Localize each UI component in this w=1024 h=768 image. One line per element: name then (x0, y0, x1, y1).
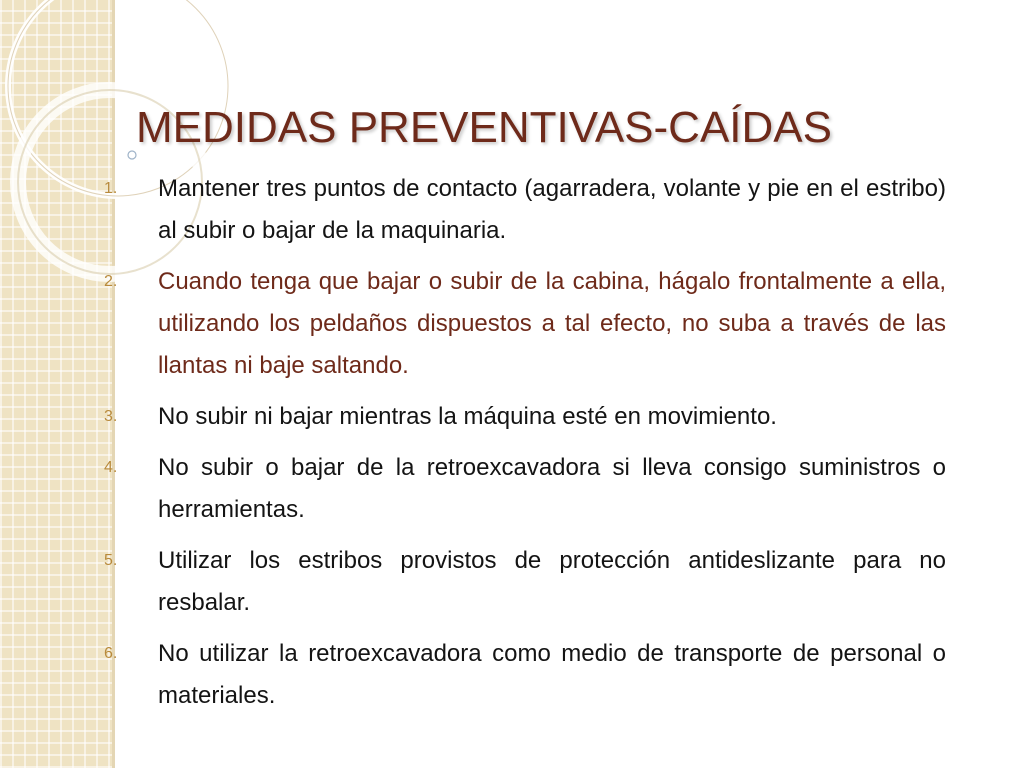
list-item-text: No subir ni bajar mientras la máquina esté en movimiento. (158, 403, 777, 430)
decorative-side-band (0, 0, 112, 768)
list-item-text: No subir o bajar de la retroexcavadora si lleva consigo suministros o herramientas. (158, 454, 946, 523)
list-item-number: 4. (104, 459, 118, 476)
slide-title: MEDIDAS PREVENTIVAS-CAÍDAS (136, 103, 832, 152)
list-item (104, 447, 946, 531)
list-item (104, 261, 946, 387)
list-item (104, 396, 946, 438)
list-item (104, 633, 946, 717)
list-item-number: 5. (104, 552, 118, 569)
list-item-number: 6. (104, 645, 118, 662)
list-item-text: Utilizar los estribos provistos de protección antideslizante para no resbalar. (158, 547, 946, 616)
list-item-text: Mantener tres puntos de contacto (agarradera, volante y pie en el estribo) al subir o bajar de la maquinaria. (158, 175, 946, 244)
list-item-number: 1. (104, 180, 118, 197)
preventive-measures-list (104, 168, 946, 726)
list-item (104, 540, 946, 624)
list-item (104, 168, 946, 252)
list-item-text: Cuando tenga que bajar o subir de la cabina, hágalo frontalmente a ella, utilizando los peldaños dispuestos a tal efecto, no suba a través de las llantas ni baje saltando. (158, 268, 946, 379)
list-item-number: 2. (104, 273, 118, 290)
list-item-number: 3. (104, 408, 118, 425)
list-item-text: No utilizar la retroexcavadora como medio de transporte de personal o materiales. (158, 640, 946, 709)
